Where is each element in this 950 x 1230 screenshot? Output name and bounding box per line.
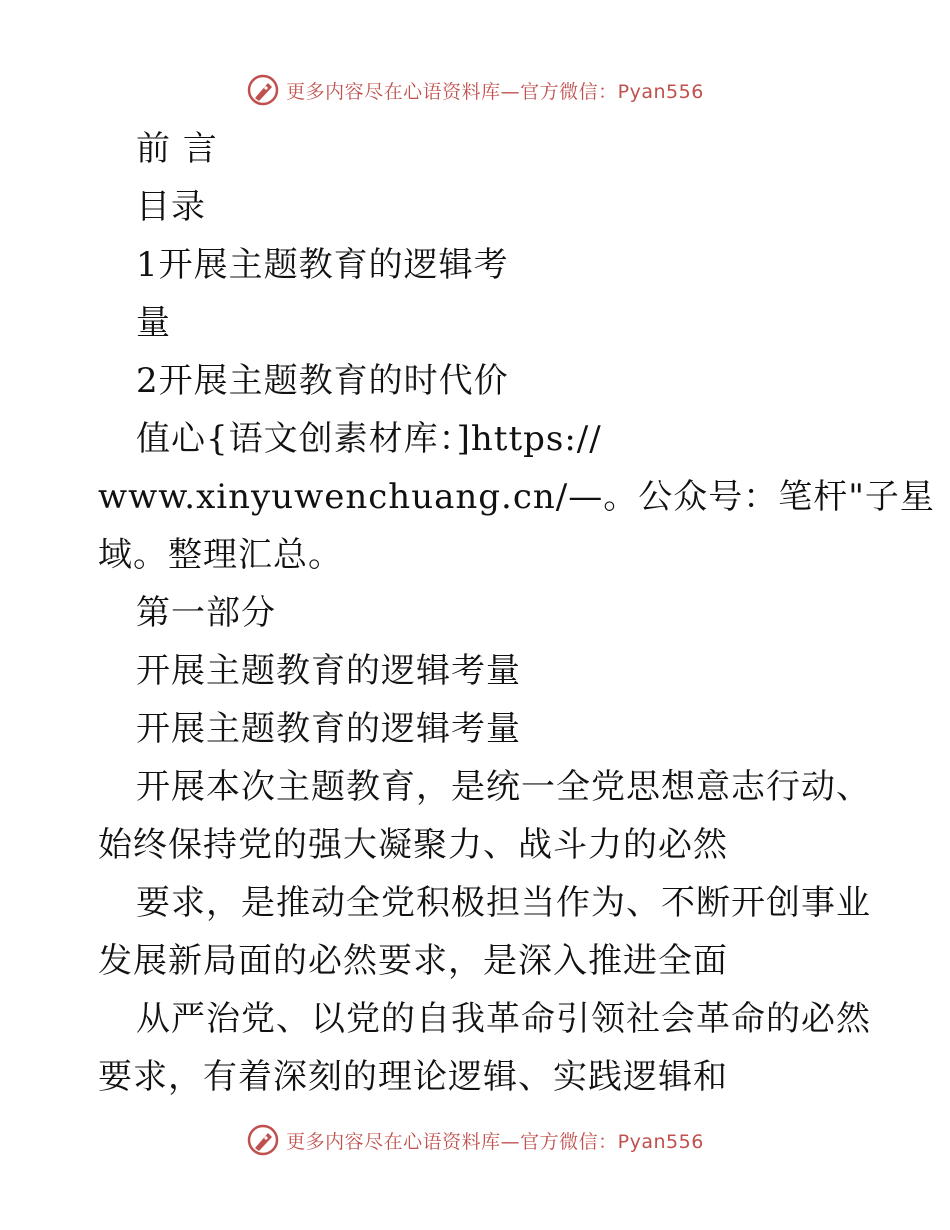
paragraph-line: 要求，是推动全党积极担当作为、不断开创事业 [136,883,871,923]
toc-item-1-continued: 量 [136,303,171,343]
source-note-line: www.xinyuwenchuang.cn/—。公众号：笔杆"子星 [98,477,935,517]
document-body [98,120,935,1106]
toc-heading: 目录 [136,187,206,227]
section-title: 开展主题教育的逻辑考量 [136,709,521,749]
footer-banner-text: 更多内容尽在心语资料库—官方微信：Pyan556 [286,1130,704,1153]
pen-nib-logo-icon [246,1123,280,1157]
toc-item-2: 2开展主题教育的时代价 [136,361,509,401]
footer-banner [0,1120,950,1160]
header-banner-text: 更多内容尽在心语资料库—官方微信：Pyan556 [286,80,704,103]
paragraph-line: 始终保持党的强大凝聚力、战斗力的必然 [98,825,728,865]
toc-item-1: 1开展主题教育的逻辑考 [136,245,509,285]
paragraph-line: 开展本次主题教育，是统一全党思想意志行动、 [136,767,871,807]
paragraph-line: 从严治党、以党的自我革命引领社会革命的必然 [136,999,871,1039]
paragraph-line: 发展新局面的必然要求，是深入推进全面 [98,941,728,981]
part-one-heading: 第一部分 [136,593,276,633]
header-banner [0,70,950,110]
part-one-title: 开展主题教育的逻辑考量 [136,651,521,691]
source-note-line-end: 域。整理汇总。 [98,535,343,575]
preface-heading: 前 言 [136,129,218,169]
pen-nib-logo-icon [246,73,280,107]
toc-item-2-continued: 值心{语文创素材库：]https:// [136,419,602,459]
paragraph-line: 要求，有着深刻的理论逻辑、实践逻辑和 [98,1057,728,1097]
